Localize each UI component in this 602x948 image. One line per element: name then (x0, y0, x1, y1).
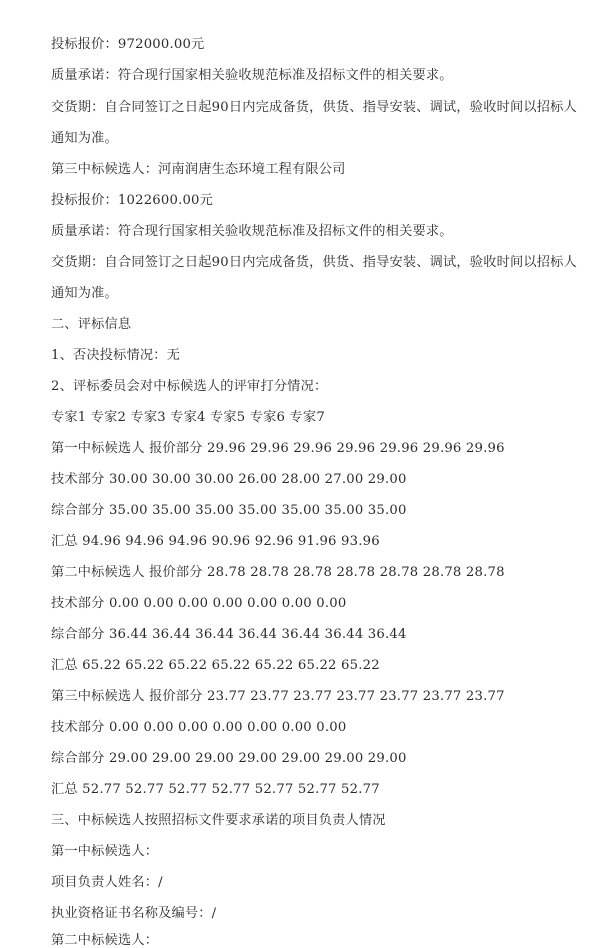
quality-commitment-line: 质量承诺：符合现行国家相关验收规范标准及招标文件的相关要求。 (51, 68, 453, 83)
project-manager-line: 项目负责人姓名：/ (51, 875, 163, 890)
score-row: 第三中标候选人 报价部分 23.77 23.77 23.77 23.77 23.77 23.77 23.77 (51, 689, 505, 704)
score-row: 综合部分 29.00 29.00 29.00 29.00 29.00 29.00 29.00 (51, 751, 407, 766)
score-row: 第二中标候选人 报价部分 28.78 28.78 28.78 28.78 28.78 28.78 28.78 (51, 565, 505, 580)
section-heading: 二、评标信息 (51, 317, 132, 332)
score-row: 汇总 94.96 94.96 94.96 90.96 92.96 91.96 93.96 (51, 534, 380, 549)
certificate-line: 执业资格证书名称及编号：/ (51, 906, 217, 921)
score-row: 综合部分 35.00 35.00 35.00 35.00 35.00 35.00 35.00 (51, 503, 407, 518)
bid-price-line: 投标报价：972000.00元 (51, 37, 205, 52)
score-row: 汇总 52.77 52.77 52.77 52.77 52.77 52.77 52.77 (51, 782, 380, 797)
expert-header-row: 专家1 专家2 专家3 专家4 专家5 专家6 专家7 (51, 410, 325, 425)
bid-price-line: 投标报价：1022600.00元 (51, 193, 214, 208)
delivery-line: 交货期：自合同签订之日起90日内完成备货，供货、指导安装、调试，验收时间以招标人 (51, 255, 577, 270)
score-row: 技术部分 0.00 0.00 0.00 0.00 0.00 0.00 0.00 (51, 596, 347, 611)
score-row: 综合部分 36.44 36.44 36.44 36.44 36.44 36.44 36.44 (51, 627, 407, 642)
second-candidate-line: 第二中标候选人： (51, 933, 159, 948)
score-row: 技术部分 0.00 0.00 0.00 0.00 0.00 0.00 0.00 (51, 720, 347, 735)
delivery-line: 交货期：自合同签订之日起90日内完成备货，供货、指导安装、调试，验收时间以招标人 (51, 100, 577, 115)
score-row: 技术部分 30.00 30.00 30.00 26.00 28.00 27.00 29.00 (51, 472, 407, 487)
delivery-line-cont: 通知为准。 (51, 286, 118, 301)
section-heading: 三、中标候选人按照招标文件要求承诺的项目负责人情况 (51, 813, 386, 828)
quality-commitment-line: 质量承诺：符合现行国家相关验收规范标准及招标文件的相关要求。 (51, 224, 453, 239)
score-row: 第一中标候选人 报价部分 29.96 29.96 29.96 29.96 29.96 29.96 29.96 (51, 441, 505, 456)
first-candidate-line: 第一中标候选人： (51, 844, 159, 859)
scoring-intro-line: 2、评标委员会对中标候选人的评审打分情况： (51, 379, 328, 394)
rejection-line: 1、否决投标情况：无 (51, 348, 181, 363)
delivery-line-cont: 通知为准。 (51, 131, 118, 146)
third-candidate-line: 第三中标候选人：河南润唐生态环境工程有限公司 (51, 162, 346, 177)
score-row: 汇总 65.22 65.22 65.22 65.22 65.22 65.22 65.22 (51, 658, 380, 673)
